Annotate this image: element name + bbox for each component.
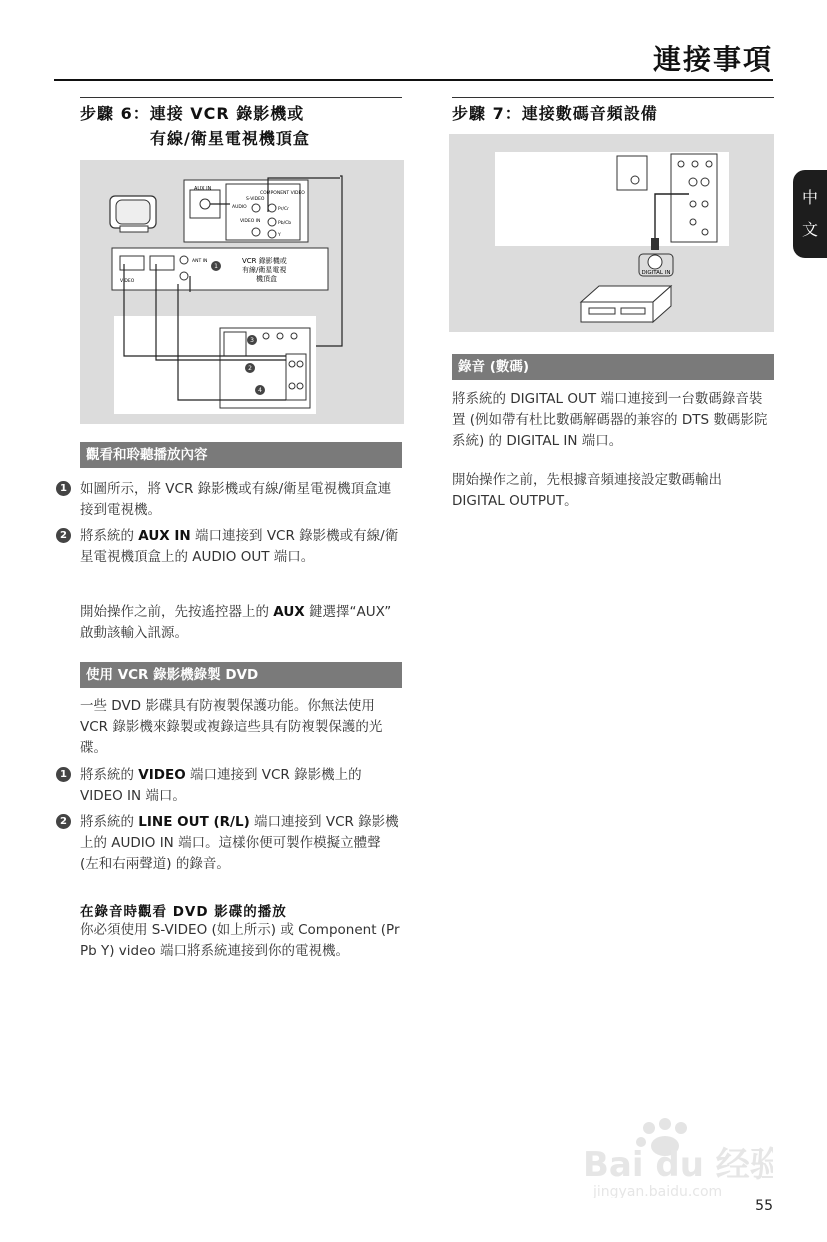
aux-in-label: AUX IN	[194, 186, 212, 192]
pr-label: Pr/Cr	[278, 207, 289, 212]
audio-label: AUDIO	[232, 205, 247, 210]
text-segment: 開始操作之前，先按遙控器上的	[80, 604, 274, 620]
digital-in-label: DIGITAL IN	[641, 270, 671, 276]
aux-key-bold: AUX	[273, 604, 305, 620]
recording-watch-subhead: 在錄音時觀看 DVD 影碟的播放	[80, 904, 287, 920]
step6-title-line2: 有線/衛星電視機頂盒	[150, 129, 310, 148]
step7-rule	[452, 97, 774, 98]
section1-item-1-text: 如圖所示，將 VCR 錄影機或有線/衛星電視機頂盒連接到電視機。	[80, 481, 392, 518]
s-video-label: S-VIDEO	[246, 197, 265, 202]
page-title: 連接事項	[652, 43, 773, 76]
section1-note	[80, 602, 402, 644]
watermark-graphic	[573, 1118, 773, 1198]
step6-rule	[80, 97, 402, 98]
section-digital-record-header: 錄音 (數碼)	[452, 354, 774, 380]
step7-title: 步驟 7：連接數碼音頻設備	[452, 104, 658, 123]
digital-recorder-icon	[581, 286, 671, 322]
video-label: VIDEO	[120, 279, 135, 284]
bullet-number-2: 2	[56, 528, 71, 543]
component-video-label: COMPONENT VIDEO	[260, 191, 305, 196]
lang-tab-char-2: 文	[801, 220, 818, 239]
callout-3: 3	[250, 337, 254, 344]
tv-icon	[110, 196, 156, 232]
section2-item-2-text	[80, 812, 402, 875]
digital-record-text-1: 將系統的 DIGITAL OUT 端口連接到一台數碼錄音裝置 (例如帶有杜比數碼解碼器的兼容的 DTS 數碼影院系統) 的 DIGITAL IN 端口。	[452, 391, 768, 449]
vcr-connection-figure	[80, 160, 404, 424]
section-vcr-record-header: 使用 VCR 錄影機錄製 DVD	[80, 662, 402, 688]
text-segment: 將系統的	[80, 528, 139, 544]
video-in-label: VIDEO IN	[240, 219, 261, 224]
digital-connection-figure	[449, 134, 774, 332]
text-segment: 端口連接到 VCR 錄影機上的 VIDEO IN 端口。	[80, 767, 362, 804]
callout-2: 2	[248, 365, 252, 372]
title-rule	[54, 79, 773, 81]
bullet-number-1: 1	[56, 767, 71, 782]
aux-in-bold: AUX IN	[138, 528, 191, 544]
text-segment: 將系統的	[80, 814, 139, 830]
ant-in-label: ANT IN	[192, 259, 208, 264]
pb-label: Pb/Cb	[278, 221, 292, 226]
text-segment: 將系統的	[80, 767, 139, 783]
callout-1: 1	[214, 263, 218, 270]
page-number: 55	[755, 1198, 773, 1214]
bullet-number-2: 2	[56, 814, 71, 829]
vcr-box-line2: 有線/衛星電視	[242, 266, 287, 274]
section2-item-1-text	[80, 765, 402, 807]
video-bold: VIDEO	[138, 767, 186, 783]
section-watch-listen-header: 觀看和聆聽播放內容	[80, 442, 402, 468]
text-segment: 端口連接到 VCR 錄影機上的 AUDIO IN 端口。這樣你便可製作模擬立體聲 (左和右兩聲道) 的錄音。	[80, 814, 399, 872]
line-out-bold: LINE OUT (R/L)	[138, 814, 250, 830]
watermark-brand: Bai du 经验	[583, 1145, 773, 1185]
section1-item-2-text	[80, 526, 402, 568]
step6-title-line1: 步驟 6：連接 VCR 錄影機或	[80, 104, 305, 123]
watermark-url: jingyan.baidu.com	[593, 1184, 723, 1198]
recording-watch-text: 你必須使用 S-VIDEO (如上所示) 或 Component (Pr Pb Y) video 端口將系統連接到你的電視機。	[80, 922, 400, 959]
callout-4: 4	[258, 387, 262, 394]
text-segment: 鍵選擇“AUX” 啟動該輸入訊源。	[80, 604, 392, 641]
language-tab	[793, 170, 827, 258]
vcr-connection-diagram	[80, 160, 404, 424]
section2-intro: 一些 DVD 影碟具有防複製保護功能。你無法使用 VCR 錄影機來錄製或複錄這些具有防複製保護的光碟。	[80, 698, 383, 756]
baidu-jingyan-watermark	[573, 1118, 773, 1198]
lang-tab-char-1: 中	[801, 188, 818, 207]
y-label: Y	[278, 233, 281, 238]
digital-record-text-2: 開始操作之前，先根據音頻連接設定數碼輸出 DIGITAL OUTPUT。	[452, 472, 722, 509]
vcr-box-line3: 機頂盒	[256, 275, 277, 283]
bullet-number-1: 1	[56, 481, 71, 496]
text-segment: 端口連接到 VCR 錄影機或有線/衛星電視機頂盒上的 AUDIO OUT 端口。	[80, 528, 399, 565]
vcr-box-line1: VCR 錄影機或	[242, 257, 287, 265]
digital-connection-diagram	[449, 134, 774, 332]
